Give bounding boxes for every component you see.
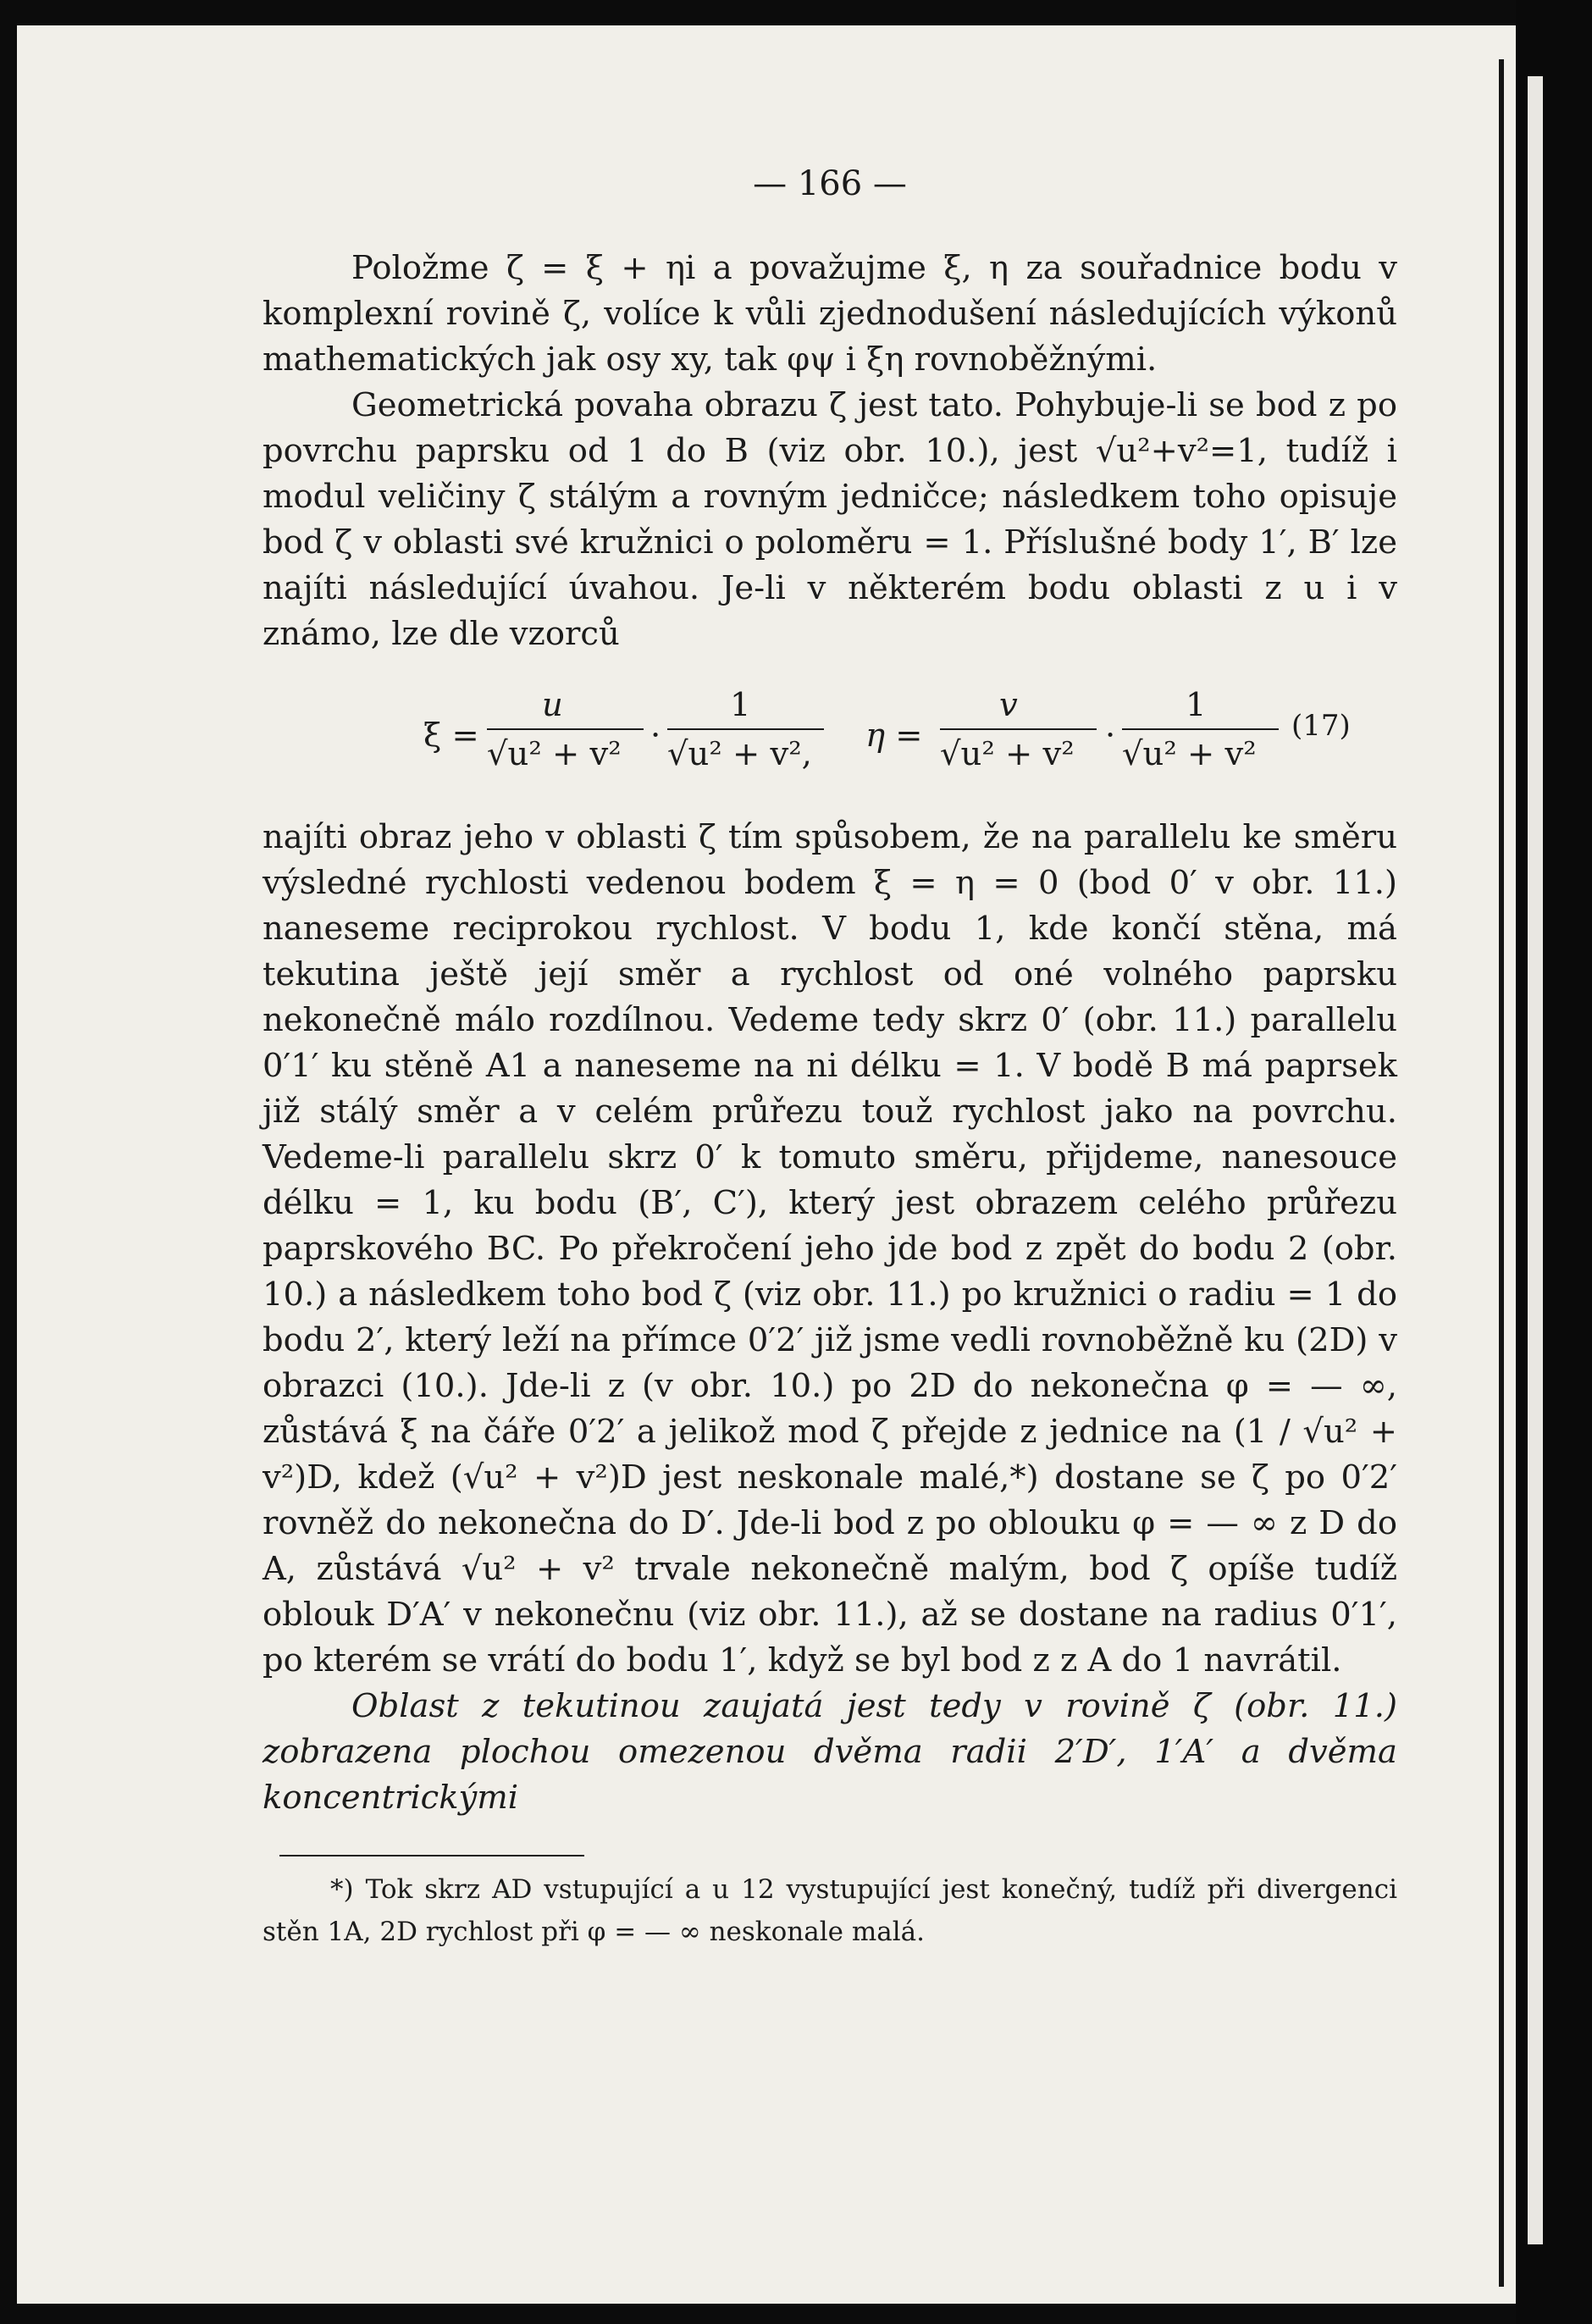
footnote (263, 1868, 1397, 1953)
page-text (263, 161, 1397, 1953)
eq-num-v: v (999, 686, 1018, 724)
eq-eta: η = (865, 717, 923, 755)
eq-dot-2: · (1105, 717, 1116, 755)
eq-dot-1: · (650, 717, 661, 755)
next-page-strip (1528, 76, 1543, 2244)
eq-den-4: √u² + v² (1122, 735, 1257, 773)
eq-den-2: √u² + v², (667, 735, 812, 773)
paragraph-2-text: Geometrická povaha obrazu ζ jest tato. Pohybuje-li se bod z po povrchu paprsku od 1 do B (viz obr. 10.), jest √u²+v²=1, tudíž i modul veličiny ζ stálým a rovným jedničce; následkem toho opisuje bod ζ v oblasti své kružnici o poloměru = 1. Příslušné body 1′, B′ lze najíti následující úvahou. Je-li v některém bodu oblasti z u i v známo, lze dle vzorců (263, 386, 1397, 653)
footnote-text: *) Tok skrz AD vstupující a u 12 vystupující jest konečný, tudíž při divergenci stěn 1A, 2D rychlost při φ = — ∞ neskonale malá. (263, 1874, 1397, 1947)
equation-17 (263, 672, 1397, 800)
eq-number: (17) (1291, 709, 1351, 743)
eq-fraction-bar-2 (667, 728, 824, 730)
paragraph-1 (263, 246, 1397, 383)
paragraph-2 (263, 383, 1397, 657)
eq-den-1: √u² + v² (487, 735, 622, 773)
eq-fraction-bar-4 (1122, 728, 1279, 730)
eq-den-3: √u² + v² (940, 735, 1075, 773)
eq-fraction-bar-1 (487, 728, 644, 730)
paragraph-3 (263, 815, 1397, 1684)
eq-fraction-bar-3 (940, 728, 1097, 730)
paragraph-4-text: Oblast z tekutinou zaujatá jest tedy v rovině ζ (obr. 11.) zobrazena plochou omezenou dvěma radii 2′D′, 1′A′ a dvěma koncentrickými (263, 1687, 1397, 1817)
paragraph-4 (263, 1684, 1397, 1821)
eq-xi: ξ = (423, 717, 479, 755)
footnote-rule (279, 1855, 584, 1856)
page-number: — 166 — (753, 164, 907, 203)
next-page-edge (1516, 0, 1592, 2324)
paragraph-3-text: najíti obraz jeho v oblasti ζ tím spůsobem, že na parallelu ke směru výsledné rychlosti vedenou bodem ξ = η = 0 (bod 0′ v obr. 11.) naneseme reciprokou rychlost. V bodu 1, kde končí stěna, má tekutina ještě její směr a rychlost od oné volného paprsku nekonečně málo rozdílnou. Vedeme tedy skrz 0′ (obr. 11.) parallelu 0′1′ ku stěně A1 a naneseme na ni délku = 1. V bodě B má paprsek již stálý směr a v celém průřezu touž rychlost jako na povrchu. Vedeme-li parallelu skrz 0′ k tomuto směru, přijdeme, nanesouce délku = 1, ku bodu (B′, C′), který jest obrazem celého průřezu paprskového BC. Po překročení jeho jde bod z zpět do bodu 2 (obr. 10.) a následkem toho bod ζ (viz obr. 11.) po kružnici o radiu = 1 do bodu 2′, který leží na přímce 0′2′ již jsme vedli rovnoběžně ku (2D) v obrazci (10.). Jde-li z (v obr. 10.) po 2D do nekonečna φ = — ∞, zůstává ξ na čáře 0′2′ a jelikož mod ζ přejde z jednice na (1 / √u² + v²)D, kdež (√u² + v²)D jest neskonale malé,*) dostane se ζ po 0′2′ rovněž do nekonečna do D′. Jde-li bod z po oblouku φ = — ∞ z D do A, zůstává √u² + v² trvale nekonečně malým, bod ζ opíše tudíž oblouk D′A′ v nekonečnu (viz obr. 11.), až se dostane na radius 0′1′, po kterém se vrátí do bodu 1′, když se byl bod z z A do 1 navrátil. (263, 818, 1397, 1679)
page-edge-shadow (1499, 59, 1504, 2287)
eq-num-u: u (542, 686, 563, 724)
eq-num-one-1: 1 (730, 686, 751, 724)
paragraph-1-text: Položme ζ = ξ + ηi a považujme ξ, η za souřadnice bodu v komplexní rovině ζ, volíce k vůli zjednodušení následujících výkonů mathematických jak osy xy, tak φψ i ξη rovnoběžnými. (263, 249, 1397, 379)
eq-num-one-2: 1 (1186, 686, 1207, 724)
